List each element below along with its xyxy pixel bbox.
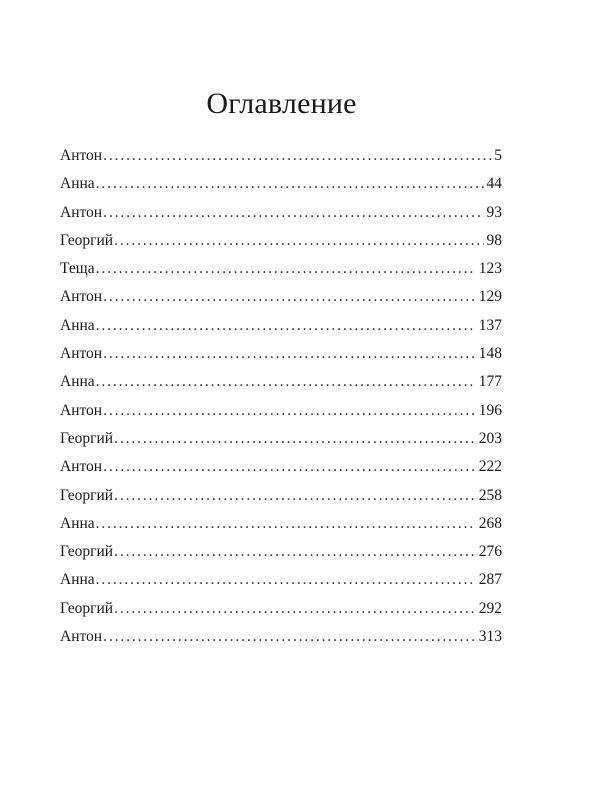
toc-dot-leader: [96, 312, 476, 340]
toc-dot-leader: [103, 623, 476, 651]
toc-dot-leader: [114, 227, 483, 255]
toc-dot-leader: [96, 368, 476, 396]
toc-page-number: 268: [478, 514, 502, 532]
toc-dot-leader: [103, 397, 476, 425]
toc-dot-leader: [96, 170, 484, 198]
toc-page-number: 313: [478, 628, 502, 646]
toc-page-number: 98: [486, 231, 502, 249]
toc-chapter-name: Анна: [60, 175, 95, 193]
toc-entry[interactable]: [60, 623, 502, 651]
toc-chapter-name: Георгий: [60, 231, 114, 249]
toc-entry[interactable]: [60, 227, 502, 255]
toc-chapter-name: Георгий: [60, 543, 114, 561]
toc-page-number: 177: [478, 373, 502, 391]
toc-chapter-name: Анна: [60, 373, 95, 391]
toc-dot-leader: [114, 425, 476, 453]
toc-entry[interactable]: [60, 425, 502, 453]
toc-dot-leader: [96, 566, 476, 594]
toc-entry[interactable]: [60, 199, 502, 227]
toc-dot-leader: [103, 199, 483, 227]
toc-dot-leader: [96, 255, 476, 283]
toc-page-number: 44: [486, 175, 502, 193]
toc-page-number: 258: [478, 486, 502, 504]
toc-dot-leader: [96, 510, 476, 538]
toc-entry[interactable]: [60, 283, 502, 311]
toc-chapter-name: Теща: [60, 260, 95, 278]
toc-page-number: 93: [486, 203, 502, 221]
toc-dot-leader: [103, 283, 476, 311]
toc-page-number: 129: [478, 288, 502, 306]
toc-entry[interactable]: [60, 170, 502, 198]
toc-entry[interactable]: [60, 566, 502, 594]
toc-chapter-name: Антон: [60, 203, 103, 221]
toc-entry[interactable]: [60, 595, 502, 623]
toc-page-number: 123: [478, 260, 502, 278]
toc-chapter-name: Анна: [60, 316, 95, 334]
toc-entry[interactable]: [60, 510, 502, 538]
toc-entry[interactable]: [60, 397, 502, 425]
toc-dot-leader: [103, 142, 491, 170]
toc-page-number: 5: [494, 147, 502, 164]
toc-chapter-name: Анна: [60, 571, 95, 589]
toc-page-number: 292: [478, 599, 502, 617]
toc-page-number: 137: [478, 316, 502, 334]
toc-chapter-name: Антон: [60, 345, 103, 363]
toc-entry[interactable]: [60, 368, 502, 396]
toc-page-number: 148: [478, 345, 502, 363]
toc-chapter-name: Антон: [60, 401, 103, 419]
toc-chapter-name: Антон: [60, 288, 103, 306]
toc-page-number: 203: [478, 429, 502, 447]
toc-entry[interactable]: [60, 482, 502, 510]
toc-entry[interactable]: [60, 142, 502, 170]
toc-chapter-name: Антон: [60, 458, 103, 476]
toc-dot-leader: [103, 340, 476, 368]
toc-dot-leader: [114, 595, 476, 623]
toc-chapter-name: Георгий: [60, 429, 114, 447]
toc-page-number: 287: [478, 571, 502, 589]
toc-dot-leader: [114, 538, 476, 566]
toc-page-number: 222: [478, 458, 502, 476]
toc-dot-leader: [103, 453, 476, 481]
toc-entry[interactable]: [60, 312, 502, 340]
toc-page-number: 196: [478, 401, 502, 419]
toc-title: Оглавление: [206, 87, 357, 120]
toc-dot-leader: [114, 482, 476, 510]
toc-entry[interactable]: [60, 453, 502, 481]
toc-chapter-name: Георгий: [60, 599, 114, 617]
toc-chapter-name: Антон: [60, 147, 103, 164]
toc-chapter-name: Анна: [60, 514, 95, 532]
toc-entry[interactable]: [60, 340, 502, 368]
toc-entry[interactable]: [60, 538, 502, 566]
toc-page-number: 276: [478, 543, 502, 561]
toc-chapter-name: Антон: [60, 628, 103, 646]
toc-chapter-name: Георгий: [60, 486, 114, 504]
toc-list: [60, 142, 502, 651]
toc-entry[interactable]: [60, 255, 502, 283]
